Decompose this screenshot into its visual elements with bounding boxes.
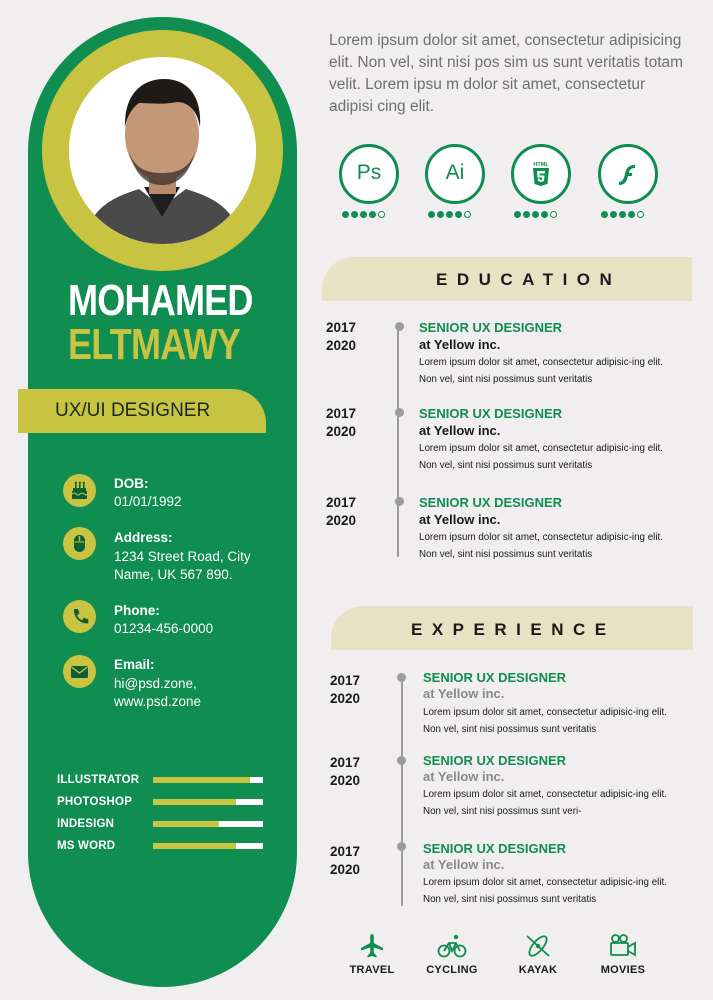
rating-dot-filled	[428, 211, 435, 218]
rating-dot-filled	[619, 211, 626, 218]
airplane-icon	[357, 931, 387, 961]
mail-icon	[63, 655, 96, 688]
edu-title: SENIOR UX DESIGNER	[419, 320, 563, 335]
rating-dot-filled	[601, 211, 608, 218]
flash-icon	[598, 144, 658, 204]
timeline-dot	[397, 673, 406, 682]
exp-desc: Lorem ipsum dolor sit amet, consectetur adipisic-ing elit. Non vel, sint nisi possimus sunt veritatis	[423, 877, 667, 905]
svg-text:HTML: HTML	[533, 162, 549, 168]
edu-years: 2017 2020	[326, 406, 357, 439]
experience-timeline	[401, 677, 403, 906]
role-title: UX/UI DESIGNER	[55, 400, 211, 421]
timeline-dot	[395, 322, 404, 331]
skill-name: INDESIGN	[57, 818, 115, 830]
edu-years: 2017 2020	[326, 320, 357, 353]
skill-bar	[153, 821, 263, 827]
role-banner	[18, 389, 266, 433]
hobby-label: KAYAK	[518, 964, 558, 976]
phone-icon	[63, 600, 96, 633]
timeline-dot	[395, 497, 404, 506]
edu-company: at Yellow inc.	[419, 337, 501, 352]
photoshop-label: Ps	[356, 161, 382, 184]
edu-title: SENIOR UX DESIGNER	[419, 406, 563, 421]
edu-years: 2017 2020	[326, 495, 357, 528]
rating-dot-filled	[369, 211, 376, 218]
timeline-dot	[397, 756, 406, 765]
illustrator-label: Ai	[445, 161, 465, 184]
address-value: 1234 Street Road, City Name, UK 567 890.	[114, 549, 251, 582]
mouse-icon	[63, 527, 96, 560]
video-camera-icon	[608, 931, 638, 961]
exp-desc: Lorem ipsum dolor sit amet, consectetur adipisic-ing elit. Non vel, sint nisi possimus sunt veritatis	[423, 707, 667, 735]
edu-company: at Yellow inc.	[419, 423, 501, 438]
cake-icon	[63, 474, 96, 507]
edu-desc: Lorem ipsum dolor sit amet, consectetur adipisic-ing elit. Non vel, sint nisi possimus sunt veritatis	[419, 357, 663, 385]
skill-bar	[153, 777, 263, 783]
experience-title: EXPERIENCE	[411, 620, 616, 639]
exp-company: at Yellow inc.	[423, 769, 505, 784]
skill-name: ILLUSTRATOR	[57, 774, 140, 786]
phone-value[interactable]: 01234-456-0000	[114, 621, 214, 636]
rating-dot-filled	[628, 211, 635, 218]
rating-dot-filled	[455, 211, 462, 218]
html5-rating	[514, 211, 557, 218]
rating-dot-filled	[541, 211, 548, 218]
rating-dot-filled	[610, 211, 617, 218]
exp-years: 2017 2020	[330, 844, 361, 877]
email-value[interactable]: hi@psd.zone, www.psd.zone	[114, 676, 202, 709]
first-name: MOHAMED	[68, 276, 253, 325]
rating-dot-filled	[532, 211, 539, 218]
photoshop-icon	[339, 144, 399, 204]
rating-dot-filled	[351, 211, 358, 218]
last-name: ELTMAWY	[68, 320, 240, 369]
edu-desc: Lorem ipsum dolor sit amet, consectetur adipisic-ing elit. Non vel, sint nisi possimus sunt veritatis	[419, 443, 663, 471]
email-label: Email:	[114, 657, 155, 672]
rating-dot-filled	[437, 211, 444, 218]
edu-desc: Lorem ipsum dolor sit amet, consectetur adipisic-ing elit. Non vel, sint nisi possimus sunt veritatis	[419, 532, 663, 560]
skill-name: MS WORD	[57, 840, 116, 852]
photoshop-rating	[342, 211, 385, 218]
education-timeline	[397, 326, 399, 557]
rating-dot-filled	[514, 211, 521, 218]
rating-dot-filled	[342, 211, 349, 218]
address-label: Address:	[114, 530, 173, 545]
phone-label: Phone:	[114, 603, 160, 618]
exp-company: at Yellow inc.	[423, 686, 505, 701]
rating-dot-empty	[464, 211, 471, 218]
rating-dot-empty	[637, 211, 644, 218]
flash-rating	[601, 211, 644, 218]
kayak-icon	[523, 931, 553, 961]
dob-label: DOB:	[114, 476, 149, 491]
bicycle-icon	[437, 931, 467, 961]
exp-title: SENIOR UX DESIGNER	[423, 670, 567, 685]
dob-value: 01/01/1992	[114, 494, 182, 509]
rating-dot-empty	[550, 211, 557, 218]
rating-dot-filled	[446, 211, 453, 218]
illustrator-rating	[428, 211, 471, 218]
exp-title: SENIOR UX DESIGNER	[423, 841, 567, 856]
skill-bar	[153, 799, 263, 805]
exp-desc: Lorem ipsum dolor sit amet, consectetur adipisic-ing elit. Non vel, sint nisi possimus sunt veri-	[423, 789, 667, 817]
hobby-label: TRAVEL	[349, 964, 395, 976]
exp-title: SENIOR UX DESIGNER	[423, 753, 567, 768]
skill-bar	[153, 843, 263, 849]
edu-title: SENIOR UX DESIGNER	[419, 495, 563, 510]
exp-company: at Yellow inc.	[423, 857, 505, 872]
intro-text: Lorem ipsum dolor sit amet, consectetur adipisicing elit. Non vel, sint nisi pos sim us sunt veritatis totam velit. Lorem ipsu m dolor sit amet, consectetur adipisi cing elit.	[329, 32, 684, 115]
rating-dot-empty	[378, 211, 385, 218]
education-title: EDUCATION	[436, 270, 622, 289]
timeline-dot	[397, 842, 406, 851]
hobby-label: CYCLING	[426, 964, 478, 976]
html5-icon	[511, 144, 571, 204]
rating-dot-filled	[523, 211, 530, 218]
timeline-dot	[395, 408, 404, 417]
profile-photo	[69, 57, 256, 244]
illustrator-icon	[425, 144, 485, 204]
rating-dot-filled	[360, 211, 367, 218]
exp-years: 2017 2020	[330, 755, 361, 788]
edu-company: at Yellow inc.	[419, 512, 501, 527]
exp-years: 2017 2020	[330, 673, 361, 706]
hobby-label: MOVIES	[600, 964, 646, 976]
skill-name: PHOTOSHOP	[57, 796, 133, 808]
